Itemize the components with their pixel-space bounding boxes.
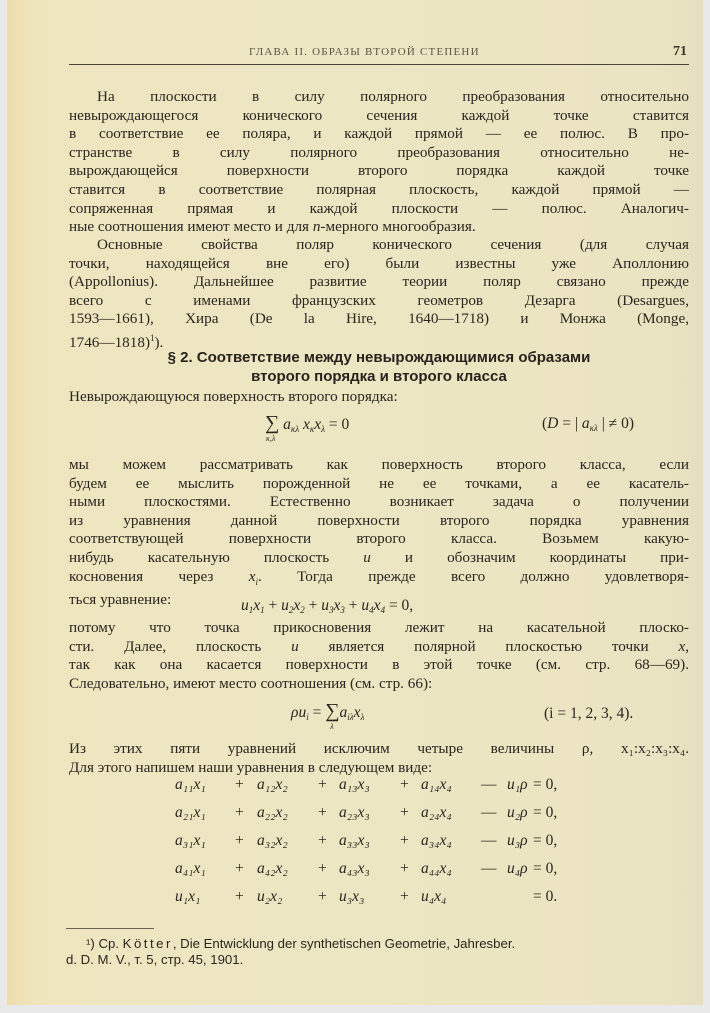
- eq-op: —: [481, 860, 497, 877]
- math-var: x: [293, 597, 301, 614]
- math-condition: (i = 1, 2, 3, 4).: [544, 705, 634, 722]
- text-line: На плоскости в силу полярного преобразования относительно: [97, 88, 689, 105]
- text-line: мы можем рассматривать как поверхность второго класса, если: [69, 456, 689, 473]
- eq-term: u₄x₄: [421, 888, 447, 905]
- math-paren: (: [542, 415, 548, 432]
- text-line: точки, находящейся вне его) были известны уже Аполлонию: [69, 254, 689, 272]
- eq-op: +: [400, 888, 409, 905]
- math-var: a: [339, 704, 348, 721]
- text-fragment: и обозначим координаты при-: [370, 548, 689, 566]
- eq-term: u₄ρ: [507, 860, 528, 877]
- math-var: u: [321, 597, 330, 614]
- math-var: x: [248, 567, 256, 585]
- eq-term: a₃₃x₃: [339, 832, 370, 849]
- text-fragment: ,: [685, 637, 689, 655]
- section-heading-line1: § 2. Соответствие между невырождающимися образами: [167, 349, 591, 366]
- text-line: потому что точка прикосновения лежит на касательной плоско-: [69, 619, 689, 636]
- math-rhs: = 0,: [385, 597, 414, 614]
- sigma-glyph: ∑: [265, 412, 280, 434]
- eq-op: —: [481, 804, 497, 821]
- math-var: x: [333, 597, 341, 614]
- eq-rhs: = 0,: [533, 804, 558, 821]
- math-var: u: [298, 704, 307, 721]
- text-line: ставится в соответствие полярная плоскость, каждой прямой —: [69, 180, 689, 198]
- text-fragment: косновения через: [69, 567, 249, 585]
- eq-term: a₃₂x₂: [257, 832, 288, 849]
- eq-term: u₂x₂: [257, 888, 283, 905]
- text-line: соответствующей поверхности второго класса. Возьмем какую-: [69, 530, 689, 548]
- eq-term: u₃ρ: [507, 832, 528, 849]
- footnote-author: Kötter: [122, 936, 173, 951]
- text-line: (Appollonius). Дальнейшее развитие теории поляр связано прежде: [69, 273, 689, 291]
- text-line: так как она касается поверхности в этой точке (см. стр. 68—69).: [69, 656, 689, 674]
- footnote-ref[interactable]: 1: [150, 332, 155, 343]
- eq-op: +: [235, 888, 244, 905]
- text-line: ться уравнение:: [69, 591, 172, 609]
- math-var: u: [361, 597, 370, 614]
- math-var: n: [312, 218, 321, 236]
- paragraph-polar-transformation: [69, 88, 689, 237]
- math-var: x: [373, 597, 381, 614]
- book-page: [7, 0, 703, 1005]
- eq-op: +: [400, 832, 409, 849]
- section-heading-line2: второго порядка и второго класса: [251, 368, 507, 385]
- math-rhs: = 0: [325, 416, 350, 433]
- eq-term: a₁₄x₄: [421, 776, 452, 793]
- text-line: Для этого напишем наши уравнения в следующем виде:: [69, 758, 433, 776]
- sigma-symbol: [325, 700, 340, 731]
- section-heading: [69, 348, 689, 386]
- text-fragment: Ср.: [94, 936, 123, 951]
- eq-op: +: [400, 776, 409, 793]
- formula-polar-relations: [291, 700, 365, 731]
- eq-rhs: = 0,: [533, 776, 558, 793]
- paragraph-polar-plane: [69, 619, 689, 693]
- eq-term: u₁ρ: [507, 776, 528, 793]
- math-sub: 4: [380, 605, 386, 615]
- text-line: всего с именами французских геометров Дезарга (Desargues,: [69, 291, 689, 309]
- eq-op: +: [318, 888, 327, 905]
- math-sub: κλ: [589, 423, 598, 433]
- page-number: 71: [673, 44, 687, 59]
- math-sub: i: [255, 576, 258, 587]
- math-var: a: [283, 416, 291, 433]
- math-var: D: [547, 415, 559, 432]
- eq-op: +: [318, 804, 327, 821]
- text-fragment: , Die Entwicklung der synthetischen Geometrie, Jahresber.: [172, 936, 516, 951]
- eq-term: a₂₃x₃: [339, 804, 370, 821]
- paragraph-elimination: [69, 740, 689, 777]
- text-line: в соответствие ее поляра, и каждой прямой — ее полюс. В про-: [69, 125, 689, 143]
- math-var: x: [678, 637, 686, 655]
- eq-term: a₁₁x₁: [175, 776, 206, 793]
- eq-rhs: = 0.: [533, 888, 558, 905]
- paragraph-history: [69, 236, 689, 353]
- math-sub: 3: [340, 605, 345, 615]
- text-fragment: сти. Далее, плоскость: [69, 637, 292, 655]
- eq-op: +: [235, 776, 244, 793]
- eq-term: a₃₁x₁: [175, 832, 206, 849]
- text-fragment: . Тогда прежде всего должно удовлетворя-: [258, 567, 689, 585]
- eq-term: a₂₂x₂: [257, 804, 288, 821]
- math-op: +: [304, 597, 322, 614]
- text-fragment: является полярной плоскостью точки: [298, 637, 679, 655]
- text-fragment: -мерного многообразия.: [320, 218, 476, 236]
- eq-term: a₄₂x₂: [257, 860, 288, 877]
- sigma-subscript: λ: [330, 722, 334, 731]
- math-sub: κλ: [290, 424, 300, 434]
- text-line: странстве в силу полярного преобразования относительно не-: [69, 143, 689, 161]
- math-var: x: [253, 597, 261, 614]
- text-fragment: ные соотношения имеют место и для: [69, 218, 313, 236]
- math-var: ρ: [291, 704, 299, 721]
- text-line: вырождающейся поверхности второго порядка каждой точке: [69, 162, 689, 180]
- eq-term: a₄₄x₄: [421, 860, 452, 877]
- math-sub: 2: [288, 605, 294, 615]
- text-line: [69, 638, 689, 657]
- eq-term: u₂ρ: [507, 804, 528, 821]
- text-line: из уравнения данной поверхности второго порядка уравнения: [69, 511, 689, 529]
- eq-term: a₂₄x₄: [421, 804, 452, 821]
- math-op: +: [344, 597, 362, 614]
- eq-term: u₃x₃: [339, 888, 365, 905]
- chapter-title: ГЛАВА II. ОБРАЗЫ ВТОРОЙ СТЕПЕНИ: [249, 46, 480, 58]
- math-sub: 1: [248, 605, 254, 615]
- eq-op: +: [318, 776, 327, 793]
- text-line: будем ее мыслить порожденной не ее точками, а ее касатель-: [69, 474, 689, 492]
- math-op: +: [264, 597, 282, 614]
- math-sub: κ: [309, 424, 315, 434]
- eq-op: +: [235, 860, 244, 877]
- eq-rhs: = 0,: [533, 860, 558, 877]
- text-line: Основные свойства поляр конического сечения (для случая: [97, 236, 689, 253]
- formula-tangency: [241, 597, 413, 615]
- math-sub: 1: [260, 605, 265, 615]
- text-line: [69, 549, 689, 568]
- math-sub: iλ: [347, 712, 354, 722]
- eq-term: a₃₄x₄: [421, 832, 452, 849]
- running-head: [69, 40, 689, 65]
- text-line: [69, 218, 689, 237]
- footnote-line: d. D. M. V., т. 5, стр. 45, 1901.: [66, 952, 244, 967]
- math-sub: 3: [329, 605, 334, 615]
- math-var: u: [363, 548, 371, 566]
- math-var: u: [281, 597, 289, 614]
- formula-quadric-surface: [265, 412, 350, 443]
- formula-condition: [542, 415, 634, 433]
- math-var: u: [241, 597, 249, 614]
- math-var: x: [314, 416, 322, 433]
- paragraph-intro: [69, 388, 689, 407]
- math-sub: i: [306, 712, 309, 722]
- eq-term: a₁₃x₃: [339, 776, 370, 793]
- text-line: Следовательно, имеют место соотношения (см. стр. 66):: [69, 674, 433, 692]
- math-var: x: [353, 704, 361, 721]
- math-sub: λ: [360, 712, 365, 722]
- sigma-subscript: κ,λ: [266, 434, 276, 443]
- eq-op: —: [481, 776, 497, 793]
- eq-op: +: [400, 804, 409, 821]
- footnote-divider: [66, 928, 154, 929]
- eq-op: +: [318, 860, 327, 877]
- text-line: Невырождающуюся поверхность второго порядка:: [69, 388, 398, 405]
- math-sub: λ: [321, 424, 325, 434]
- math-var: x: [302, 416, 310, 433]
- sigma-glyph: ∑: [325, 700, 340, 722]
- paragraph-tangent-plane: [69, 456, 689, 610]
- text-line: сопряженная прямая и каждой плоскости — полюс. Аналогич-: [69, 199, 689, 217]
- eq-op: +: [235, 804, 244, 821]
- eq-term: a₄₁x₁: [175, 860, 206, 877]
- eq-op: +: [235, 832, 244, 849]
- text-line: Из этих пяти уравнений исключим четыре величины ρ, x₁:x₂:x₃:x₄.: [69, 740, 689, 757]
- text-fragment: 1746—1818): [69, 334, 150, 352]
- eq-rhs: = 0,: [533, 832, 558, 849]
- math-op: | ≠ 0): [597, 415, 634, 432]
- text-fragment: нибудь касательную плоскость: [69, 548, 364, 566]
- math-sub: 4: [369, 605, 374, 615]
- text-line: ными плоскостями. Естественно возникает задача о получении: [69, 493, 689, 511]
- footnote: [66, 936, 686, 968]
- eq-op: —: [481, 832, 497, 849]
- eq-term: a₁₂x₂: [257, 776, 288, 793]
- math-op: = |: [558, 415, 582, 432]
- text-line: невырождающегося конического сечения каждой точке ставится: [69, 106, 689, 124]
- sigma-symbol: [265, 412, 280, 443]
- math-var: u: [291, 637, 299, 655]
- eq-term: a₄₃x₃: [339, 860, 370, 877]
- formula-index-range: [544, 705, 633, 723]
- math-sub: 2: [300, 605, 305, 615]
- footnote-marker: ¹): [86, 936, 95, 951]
- footnote-line: [66, 936, 686, 952]
- text-line: 1593—1661), Хира (De la Hire, 1640—1718) и Монжа (Monge,: [69, 310, 689, 328]
- math-var: a: [581, 415, 590, 432]
- eq-term: a₂₁x₁: [175, 804, 206, 821]
- math-op: =: [308, 704, 326, 721]
- text-fragment: ).: [154, 334, 164, 352]
- eq-op: +: [318, 832, 327, 849]
- eq-term: u₁x₁: [175, 888, 201, 905]
- text-line: [69, 568, 689, 592]
- eq-op: +: [400, 860, 409, 877]
